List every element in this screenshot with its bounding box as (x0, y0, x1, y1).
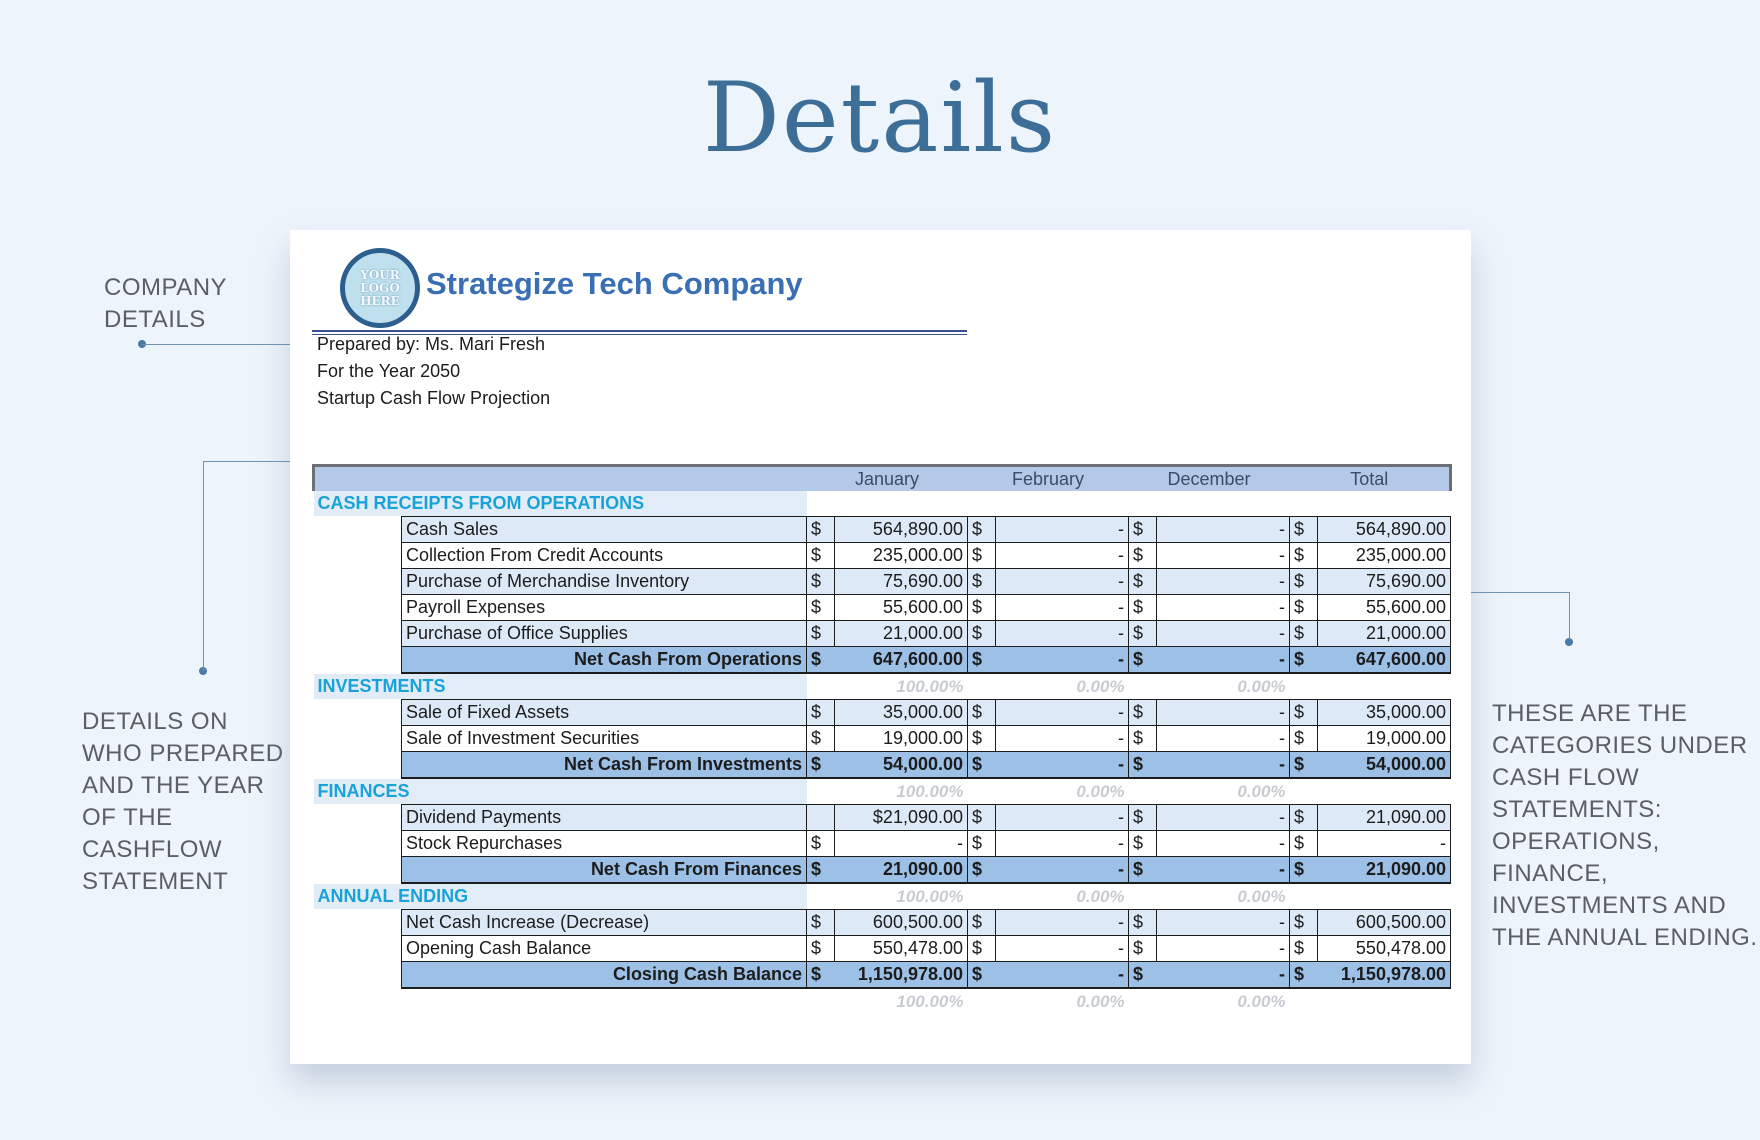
currency-symbol: $ (1290, 857, 1318, 884)
section-total-label: Net Cash From Operations (402, 647, 807, 674)
currency-symbol: $ (1129, 700, 1157, 726)
total-december: - (1157, 857, 1290, 884)
currency-symbol (807, 805, 835, 831)
currency-symbol: $ (1129, 595, 1157, 621)
pct-blank (807, 778, 835, 805)
currency-symbol: $ (807, 647, 835, 674)
amount-total: 600,500.00 (1318, 910, 1451, 936)
pct-blank (1290, 988, 1451, 1014)
section-blank (807, 491, 1451, 517)
pct-february: 0.00% (1076, 781, 1125, 801)
amount-december: - (1157, 543, 1290, 569)
pct-blank (1129, 988, 1157, 1014)
callout-line: FINANCE, (1492, 860, 1609, 887)
indent-spacer (314, 517, 402, 543)
report-year: For the Year 2050 (317, 361, 461, 381)
total-february: - (996, 962, 1129, 989)
total-january: 54,000.00 (835, 752, 968, 779)
currency-symbol: $ (1129, 726, 1157, 752)
amount-december: - (1157, 726, 1290, 752)
amount-january: 600,500.00 (835, 910, 968, 936)
line-item-label: Collection From Credit Accounts (402, 543, 807, 569)
callout-prepared-details (82, 706, 284, 898)
spreadsheet-preview (290, 230, 1471, 1064)
currency-symbol: $ (1290, 517, 1318, 543)
section-header-row (314, 778, 1451, 805)
currency-symbol: $ (807, 910, 835, 936)
amount-december: - (1157, 831, 1290, 857)
amount-december: - (1157, 595, 1290, 621)
amount-january: 564,890.00 (835, 517, 968, 543)
section-header-row (314, 673, 1451, 700)
section-total-row (314, 647, 1451, 674)
amount-december: - (1157, 700, 1290, 726)
pct-january: 100.00% (896, 991, 964, 1011)
pct-december: 0.00% (1237, 676, 1286, 696)
currency-symbol: $ (1290, 621, 1318, 647)
amount-january: - (835, 831, 968, 857)
currency-symbol: $ (807, 962, 835, 989)
line-item-row (314, 569, 1451, 595)
amount-january: 75,690.00 (835, 569, 968, 595)
amount-january: 550,478.00 (835, 936, 968, 962)
total-total: 54,000.00 (1318, 752, 1451, 779)
indent-spacer (314, 831, 402, 857)
callout-line: CASHFLOW (82, 836, 223, 863)
line-item-row (314, 910, 1451, 936)
callout-line: INVESTMENTS AND (1492, 892, 1727, 919)
page-title: Details (702, 62, 1058, 174)
total-february: - (996, 857, 1129, 884)
amount-february: - (996, 621, 1129, 647)
line-item-row (314, 700, 1451, 726)
amount-february: - (996, 700, 1129, 726)
amount-january: $21,090.00 (835, 805, 968, 831)
pct-blank (1129, 883, 1157, 910)
amount-total: 550,478.00 (1318, 936, 1451, 962)
currency-symbol: $ (968, 595, 996, 621)
section-total-row (314, 857, 1451, 884)
indent-spacer (314, 805, 402, 831)
callout-line: COMPANY (104, 274, 228, 301)
pct-blank (968, 988, 996, 1014)
indent-spacer (314, 962, 402, 989)
callout-connector (1569, 592, 1570, 640)
pct-february: 0.00% (1076, 991, 1125, 1011)
total-december: - (1157, 962, 1290, 989)
header-blank (314, 466, 807, 492)
pct-blank (1290, 673, 1451, 700)
amount-january: 21,000.00 (835, 621, 968, 647)
currency-symbol: $ (807, 726, 835, 752)
cash-flow-table (312, 464, 1452, 1014)
currency-symbol: $ (1290, 805, 1318, 831)
amount-february: - (996, 517, 1129, 543)
pct-blank (968, 883, 996, 910)
section-header-row (314, 491, 1451, 517)
currency-symbol: $ (1129, 517, 1157, 543)
pct-december: 0.00% (1237, 886, 1286, 906)
currency-symbol: $ (968, 962, 996, 989)
currency-symbol: $ (968, 647, 996, 674)
currency-symbol: $ (1129, 647, 1157, 674)
line-item-row (314, 517, 1451, 543)
amount-february: - (996, 595, 1129, 621)
callout-line: DETAILS (104, 306, 206, 333)
currency-symbol: $ (1129, 752, 1157, 779)
pct-blank (968, 673, 996, 700)
pct-february: 0.00% (1076, 886, 1125, 906)
currency-symbol: $ (1290, 831, 1318, 857)
company-name: Strategize Tech Company (426, 266, 803, 301)
amount-december: - (1157, 910, 1290, 936)
col-january: January (807, 466, 968, 492)
total-february: - (996, 647, 1129, 674)
section-header-row (314, 883, 1451, 910)
currency-symbol: $ (968, 805, 996, 831)
currency-symbol: $ (807, 595, 835, 621)
amount-december: - (1157, 936, 1290, 962)
amount-january: 35,000.00 (835, 700, 968, 726)
line-item-row (314, 621, 1451, 647)
section-total-row (314, 752, 1451, 779)
section-total-row (314, 962, 1451, 989)
amount-january: 19,000.00 (835, 726, 968, 752)
pct-january: 100.00% (896, 886, 964, 906)
logo-text: YOUR (360, 267, 400, 282)
pct-january: 100.00% (896, 676, 964, 696)
amount-total: 21,090.00 (1318, 805, 1451, 831)
section-title: ANNUAL ENDING (314, 883, 807, 910)
callout-line: STATEMENTS: (1492, 796, 1662, 823)
section-total-label: Net Cash From Investments (402, 752, 807, 779)
line-item-row (314, 543, 1451, 569)
amount-total: 35,000.00 (1318, 700, 1451, 726)
amount-total: 75,690.00 (1318, 569, 1451, 595)
currency-symbol: $ (968, 910, 996, 936)
amount-total: - (1318, 831, 1451, 857)
currency-symbol: $ (968, 857, 996, 884)
currency-symbol: $ (968, 752, 996, 779)
pct-december: 0.00% (1237, 991, 1286, 1011)
pct-blank (1290, 883, 1451, 910)
amount-february: - (996, 831, 1129, 857)
callout-connector (203, 461, 204, 671)
currency-symbol: $ (807, 517, 835, 543)
pct-blank (807, 883, 835, 910)
currency-symbol: $ (807, 621, 835, 647)
line-item-label: Opening Cash Balance (402, 936, 807, 962)
total-total: 21,090.00 (1318, 857, 1451, 884)
amount-february: - (996, 543, 1129, 569)
total-december: - (1157, 752, 1290, 779)
currency-symbol: $ (968, 621, 996, 647)
line-item-row (314, 831, 1451, 857)
callout-line: OF THE (82, 804, 173, 831)
callout-line: AND THE YEAR (82, 772, 265, 799)
total-january: 21,090.00 (835, 857, 968, 884)
prepared-by: Prepared by: Ms. Mari Fresh (317, 334, 546, 354)
pct-blank (1129, 778, 1157, 805)
amount-january: 235,000.00 (835, 543, 968, 569)
amount-december: - (1157, 569, 1290, 595)
currency-symbol: $ (968, 517, 996, 543)
currency-symbol: $ (1290, 543, 1318, 569)
col-total: Total (1290, 466, 1451, 492)
line-item-label: Sale of Investment Securities (402, 726, 807, 752)
amount-december: - (1157, 517, 1290, 543)
section-total-label: Net Cash From Finances (402, 857, 807, 884)
callout-line: STATEMENT (82, 868, 229, 895)
logo-text: LOGO (360, 280, 400, 295)
amount-december: - (1157, 805, 1290, 831)
callout-line: CATEGORIES UNDER (1492, 732, 1748, 759)
section-title: CASH RECEIPTS FROM OPERATIONS (314, 491, 807, 517)
line-item-row (314, 595, 1451, 621)
amount-february: - (996, 805, 1129, 831)
currency-symbol: $ (807, 569, 835, 595)
currency-symbol: $ (807, 752, 835, 779)
currency-symbol: $ (1290, 647, 1318, 674)
amount-total: 21,000.00 (1318, 621, 1451, 647)
col-february: February (968, 466, 1129, 492)
currency-symbol: $ (968, 543, 996, 569)
line-item-row (314, 936, 1451, 962)
pct-blank (807, 673, 835, 700)
percentage-row (314, 988, 1451, 1014)
line-item-label: Dividend Payments (402, 805, 807, 831)
total-january: 1,150,978.00 (835, 962, 968, 989)
amount-february: - (996, 726, 1129, 752)
line-item-label: Net Cash Increase (Decrease) (402, 910, 807, 936)
amount-total: 55,600.00 (1318, 595, 1451, 621)
total-total: 647,600.00 (1318, 647, 1451, 674)
indent-spacer (314, 726, 402, 752)
currency-symbol: $ (1290, 910, 1318, 936)
callout-line: THESE ARE THE (1492, 700, 1688, 727)
currency-symbol: $ (1290, 962, 1318, 989)
currency-symbol: $ (1129, 543, 1157, 569)
currency-symbol: $ (1129, 857, 1157, 884)
section-title: INVESTMENTS (314, 673, 807, 700)
currency-symbol: $ (807, 700, 835, 726)
total-december: - (1157, 647, 1290, 674)
currency-symbol: $ (968, 700, 996, 726)
amount-february: - (996, 936, 1129, 962)
pct-blank (1129, 673, 1157, 700)
pct-blank (968, 778, 996, 805)
currency-symbol: $ (1129, 962, 1157, 989)
currency-symbol: $ (1129, 831, 1157, 857)
line-item-label: Payroll Expenses (402, 595, 807, 621)
header-rule (312, 330, 967, 332)
total-february: - (996, 752, 1129, 779)
line-item-label: Sale of Fixed Assets (402, 700, 807, 726)
callout-categories (1492, 698, 1758, 954)
line-item-row (314, 726, 1451, 752)
indent-spacer (314, 857, 402, 884)
indent-spacer (314, 621, 402, 647)
pct-february: 0.00% (1076, 676, 1125, 696)
document-name: Startup Cash Flow Projection (317, 388, 551, 408)
pct-december: 0.00% (1237, 781, 1286, 801)
section-total-label: Closing Cash Balance (402, 962, 807, 989)
pct-blank (1290, 778, 1451, 805)
indent-spacer (314, 543, 402, 569)
indent-spacer (314, 700, 402, 726)
indent-spacer (314, 595, 402, 621)
indent-spacer (314, 752, 402, 779)
currency-symbol: $ (968, 569, 996, 595)
currency-symbol: $ (1290, 569, 1318, 595)
callout-line: THE ANNUAL ENDING. (1492, 924, 1758, 951)
currency-symbol: $ (1290, 936, 1318, 962)
line-item-label: Stock Repurchases (402, 831, 807, 857)
amount-december: - (1157, 621, 1290, 647)
logo-placeholder (340, 248, 420, 328)
section-title: FINANCES (314, 778, 807, 805)
indent-spacer (314, 647, 402, 674)
currency-symbol: $ (968, 726, 996, 752)
currency-symbol: $ (807, 543, 835, 569)
currency-symbol: $ (968, 936, 996, 962)
line-item-label: Cash Sales (402, 517, 807, 543)
amount-total: 235,000.00 (1318, 543, 1451, 569)
indent-spacer (314, 910, 402, 936)
currency-symbol: $ (1129, 910, 1157, 936)
currency-symbol: $ (1129, 936, 1157, 962)
total-january: 647,600.00 (835, 647, 968, 674)
callout-line: WHO PREPARED (82, 740, 284, 767)
line-item-label: Purchase of Office Supplies (402, 621, 807, 647)
amount-january: 55,600.00 (835, 595, 968, 621)
indent-spacer (314, 936, 402, 962)
currency-symbol: $ (1290, 595, 1318, 621)
amount-total: 19,000.00 (1318, 726, 1451, 752)
currency-symbol: $ (1129, 621, 1157, 647)
callout-line: DETAILS ON (82, 708, 228, 735)
amount-february: - (996, 910, 1129, 936)
callout-company-details (104, 272, 227, 336)
callout-line: CASH FLOW (1492, 764, 1640, 791)
callout-line: OPERATIONS, (1492, 828, 1660, 855)
currency-symbol: $ (1290, 752, 1318, 779)
currency-symbol: $ (1290, 700, 1318, 726)
currency-symbol: $ (1129, 569, 1157, 595)
col-december: December (1129, 466, 1290, 492)
currency-symbol: $ (807, 936, 835, 962)
currency-symbol: $ (807, 857, 835, 884)
indent-spacer (314, 569, 402, 595)
pct-blank (314, 988, 835, 1014)
currency-symbol: $ (807, 831, 835, 857)
amount-total: 564,890.00 (1318, 517, 1451, 543)
currency-symbol: $ (968, 831, 996, 857)
pct-january: 100.00% (896, 781, 964, 801)
currency-symbol: $ (1129, 805, 1157, 831)
line-item-label: Purchase of Merchandise Inventory (402, 569, 807, 595)
amount-february: - (996, 569, 1129, 595)
total-total: 1,150,978.00 (1318, 962, 1451, 989)
currency-symbol: $ (1290, 726, 1318, 752)
line-item-row (314, 805, 1451, 831)
column-header-row (314, 466, 1451, 492)
logo-text: HERE (360, 293, 400, 308)
